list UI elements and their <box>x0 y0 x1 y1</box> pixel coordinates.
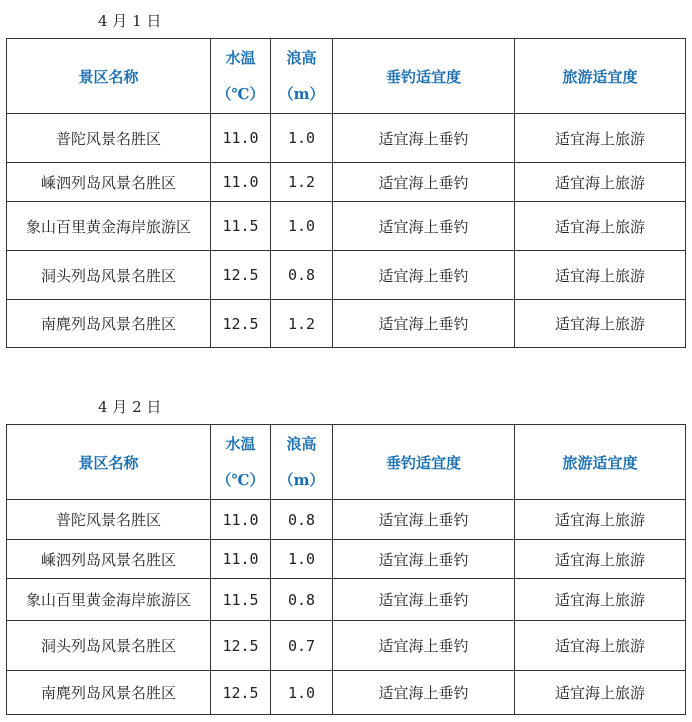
cell-scenic-name: 南麂列岛风景名胜区 <box>7 300 211 348</box>
cell-water-temp: 11.0 <box>211 114 271 163</box>
cell-fishing-suitability: 适宜海上垂钓 <box>333 500 515 540</box>
header-wave-height-unit: （m） <box>278 85 325 103</box>
header-water-temp-unit: （℃） <box>216 471 265 489</box>
cell-scenic-name: 普陀风景名胜区 <box>7 500 211 540</box>
cell-fishing-suitability: 适宜海上垂钓 <box>333 300 515 348</box>
cell-wave-height: 0.8 <box>271 579 333 621</box>
table-row <box>7 500 686 540</box>
header-wave-height <box>271 425 333 500</box>
cell-fishing-suitability: 适宜海上垂钓 <box>333 621 515 671</box>
cell-scenic-name: 象山百里黄金海岸旅游区 <box>7 579 211 621</box>
cell-tourism-suitability: 适宜海上旅游 <box>515 163 686 202</box>
header-scenic-name: 景区名称 <box>7 425 211 500</box>
cell-fishing-suitability: 适宜海上垂钓 <box>333 114 515 163</box>
cell-scenic-name: 嵊泗列岛风景名胜区 <box>7 163 211 202</box>
header-fishing-suitability: 垂钓适宜度 <box>333 39 515 114</box>
cell-scenic-name: 洞头列岛风景名胜区 <box>7 621 211 671</box>
table-row <box>7 202 686 251</box>
cell-fishing-suitability: 适宜海上垂钓 <box>333 251 515 300</box>
cell-wave-height: 1.2 <box>271 163 333 202</box>
cell-water-temp: 11.5 <box>211 579 271 621</box>
cell-wave-height: 1.0 <box>271 114 333 163</box>
cell-tourism-suitability: 适宜海上旅游 <box>515 202 686 251</box>
cell-scenic-name: 普陀风景名胜区 <box>7 114 211 163</box>
cell-water-temp: 11.5 <box>211 202 271 251</box>
cell-wave-height: 0.8 <box>271 251 333 300</box>
cell-wave-height: 0.8 <box>271 500 333 540</box>
header-water-temp <box>211 39 271 114</box>
header-water-temp <box>211 425 271 500</box>
table-row <box>7 163 686 202</box>
header-wave-height <box>271 39 333 114</box>
header-scenic-name: 景区名称 <box>7 39 211 114</box>
cell-water-temp: 11.0 <box>211 163 271 202</box>
header-tourism-suitability: 旅游适宜度 <box>515 425 686 500</box>
cell-water-temp: 12.5 <box>211 621 271 671</box>
table-row <box>7 579 686 621</box>
cell-wave-height: 1.0 <box>271 671 333 715</box>
cell-water-temp: 12.5 <box>211 251 271 300</box>
cell-water-temp: 12.5 <box>211 300 271 348</box>
cell-fishing-suitability: 适宜海上垂钓 <box>333 540 515 579</box>
table-row <box>7 671 686 715</box>
cell-wave-height: 1.2 <box>271 300 333 348</box>
table-header-row <box>7 39 686 114</box>
forecast-table <box>6 424 686 715</box>
table-row <box>7 300 686 348</box>
header-fishing-suitability: 垂钓适宜度 <box>333 425 515 500</box>
table-row <box>7 114 686 163</box>
cell-fishing-suitability: 适宜海上垂钓 <box>333 163 515 202</box>
cell-scenic-name: 南麂列岛风景名胜区 <box>7 671 211 715</box>
cell-wave-height: 0.7 <box>271 621 333 671</box>
cell-tourism-suitability: 适宜海上旅游 <box>515 500 686 540</box>
table-row <box>7 540 686 579</box>
cell-tourism-suitability: 适宜海上旅游 <box>515 540 686 579</box>
section-date: 4 月 1 日 <box>98 12 162 30</box>
cell-tourism-suitability: 适宜海上旅游 <box>515 621 686 671</box>
cell-tourism-suitability: 适宜海上旅游 <box>515 114 686 163</box>
cell-water-temp: 11.0 <box>211 540 271 579</box>
header-wave-height-label: 浪高 <box>286 435 317 453</box>
header-water-temp-label: 水温 <box>225 49 256 67</box>
header-wave-height-unit: （m） <box>278 471 325 489</box>
cell-fishing-suitability: 适宜海上垂钓 <box>333 579 515 621</box>
cell-tourism-suitability: 适宜海上旅游 <box>515 251 686 300</box>
header-tourism-suitability: 旅游适宜度 <box>515 39 686 114</box>
section-date: 4 月 2 日 <box>98 398 162 416</box>
cell-tourism-suitability: 适宜海上旅游 <box>515 300 686 348</box>
cell-fishing-suitability: 适宜海上垂钓 <box>333 202 515 251</box>
table-row <box>7 621 686 671</box>
header-water-temp-unit: （℃） <box>216 85 265 103</box>
cell-tourism-suitability: 适宜海上旅游 <box>515 671 686 715</box>
header-wave-height-label: 浪高 <box>286 49 317 67</box>
cell-tourism-suitability: 适宜海上旅游 <box>515 579 686 621</box>
forecast-table <box>6 38 686 348</box>
cell-scenic-name: 象山百里黄金海岸旅游区 <box>7 202 211 251</box>
cell-wave-height: 1.0 <box>271 540 333 579</box>
cell-water-temp: 12.5 <box>211 671 271 715</box>
table-row <box>7 251 686 300</box>
cell-scenic-name: 嵊泗列岛风景名胜区 <box>7 540 211 579</box>
cell-wave-height: 1.0 <box>271 202 333 251</box>
table-header-row <box>7 425 686 500</box>
header-water-temp-label: 水温 <box>225 435 256 453</box>
cell-water-temp: 11.0 <box>211 500 271 540</box>
cell-scenic-name: 洞头列岛风景名胜区 <box>7 251 211 300</box>
cell-fishing-suitability: 适宜海上垂钓 <box>333 671 515 715</box>
